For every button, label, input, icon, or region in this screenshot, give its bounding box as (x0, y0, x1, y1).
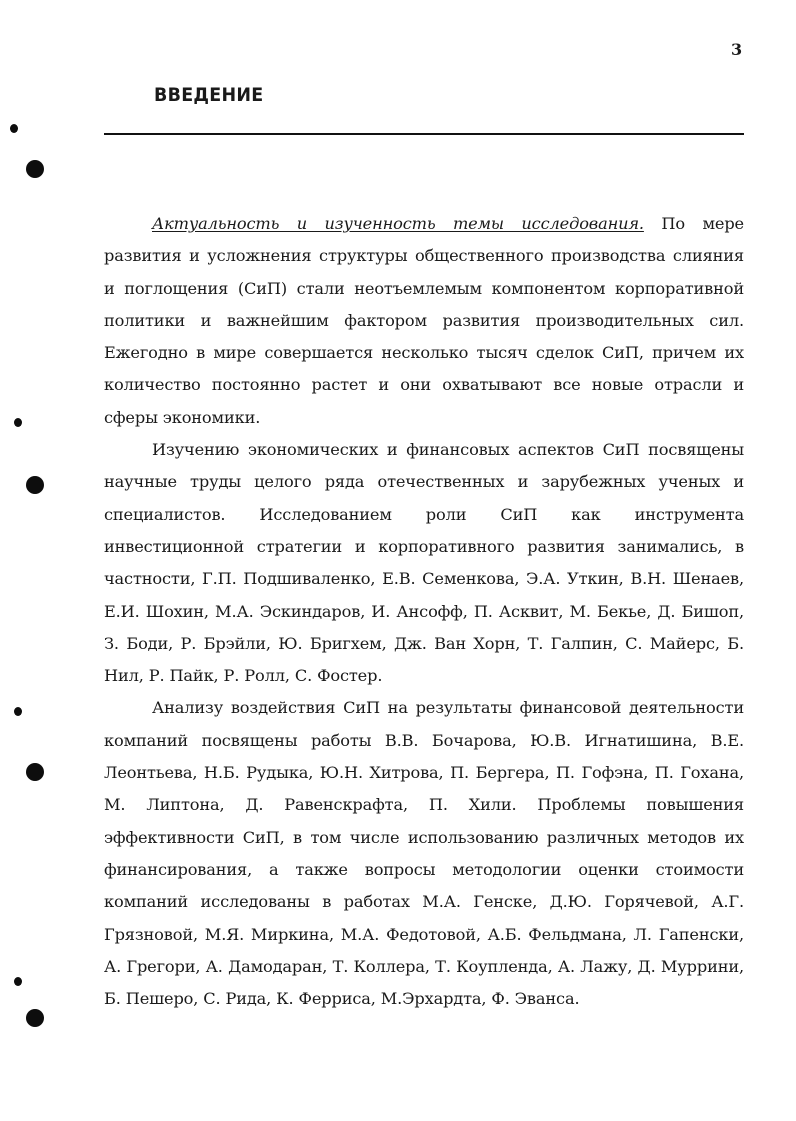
paragraph-text: Изучению экономических и финансовых аспектов СиП посвящены научные труды целого ряда отечественных и зарубежных ученых и специалистов. Исследованием роли СиП как инструмента инвестиционной стратегии и корпоративного развития занимались, в частности, Г.П. Подшиваленко, Е.В. Семенкова, Э.А. Уткин, В.Н. Шенаев, Е.И. Шохин, М.А. Эскиндаров, И. Ансофф, П. Асквит, М. Бекье, Д. Бишоп, З. Боди, Р. Брэйли, Ю. Бригхем, Дж. Ван Хорн, Т. Галпин, С. Майерс, Б. Нил, Р. Пайк, Р. Ролл, С. Фостер. (104, 440, 744, 686)
paragraph-lead: Актуальность и изученность темы исследования. (152, 214, 644, 233)
page-number: 3 (731, 40, 743, 59)
punch-hole (26, 763, 44, 781)
punch-hole (26, 160, 44, 178)
punch-hole (26, 1009, 44, 1027)
punch-mark-small (14, 977, 22, 986)
paragraph-text: Анализу воздействия СиП на результаты финансовой деятельности компаний посвящены работы В.В. Бочарова, Ю.В. Игнатишина, В.Е. Леонтьева, Н.Б. Рудыка, Ю.Н. Хитрова, П. Бергера, П. Гофэна, П. Гохана, М. Липтона, Д. Равенскрафта, П. Хили. Проблемы повышения эффективности СиП, в том числе использованию различных методов их финансирования, а также вопросы методологии оценки стоимости компаний исследованы в работах М.А. Генске, Д.Ю. Горячевой, А.Г. Грязновой, М.Я. Миркина, М.А. Федотовой, А.Б. Фельдмана, Л. Гапенски, А. Грегори, А. Дамодаран, Т. Коллера, Т. Коупленда, А. Лажу, Д. Муррини, Б. Пешеро, С. Рида, К. Ферриса, М.Эрхардта, Ф. Эванса. (104, 698, 744, 1009)
punch-hole (26, 476, 44, 494)
punch-mark-small (14, 418, 22, 427)
punch-mark-small (10, 124, 18, 133)
heading-divider (104, 133, 744, 135)
body-text (104, 208, 744, 1015)
paragraph-text: По мере развития и усложнения структуры общественного производства слияния и поглощения (СиП) стали неотъемлемым компонентом корпоративной политики и важнейшим фактором развития производительных сил. Ежегодно в мире совершается несколько тысяч сделок СиП, причем их количество постоянно растет и они охватывают все новые отрасли и сферы экономики. (104, 214, 744, 427)
paragraph-literature (104, 434, 744, 692)
section-heading: ВВЕДЕНИЕ (154, 84, 264, 106)
punch-mark-small (14, 707, 22, 716)
paragraph-analysis (104, 692, 744, 1015)
paragraph-relevance (104, 208, 744, 434)
